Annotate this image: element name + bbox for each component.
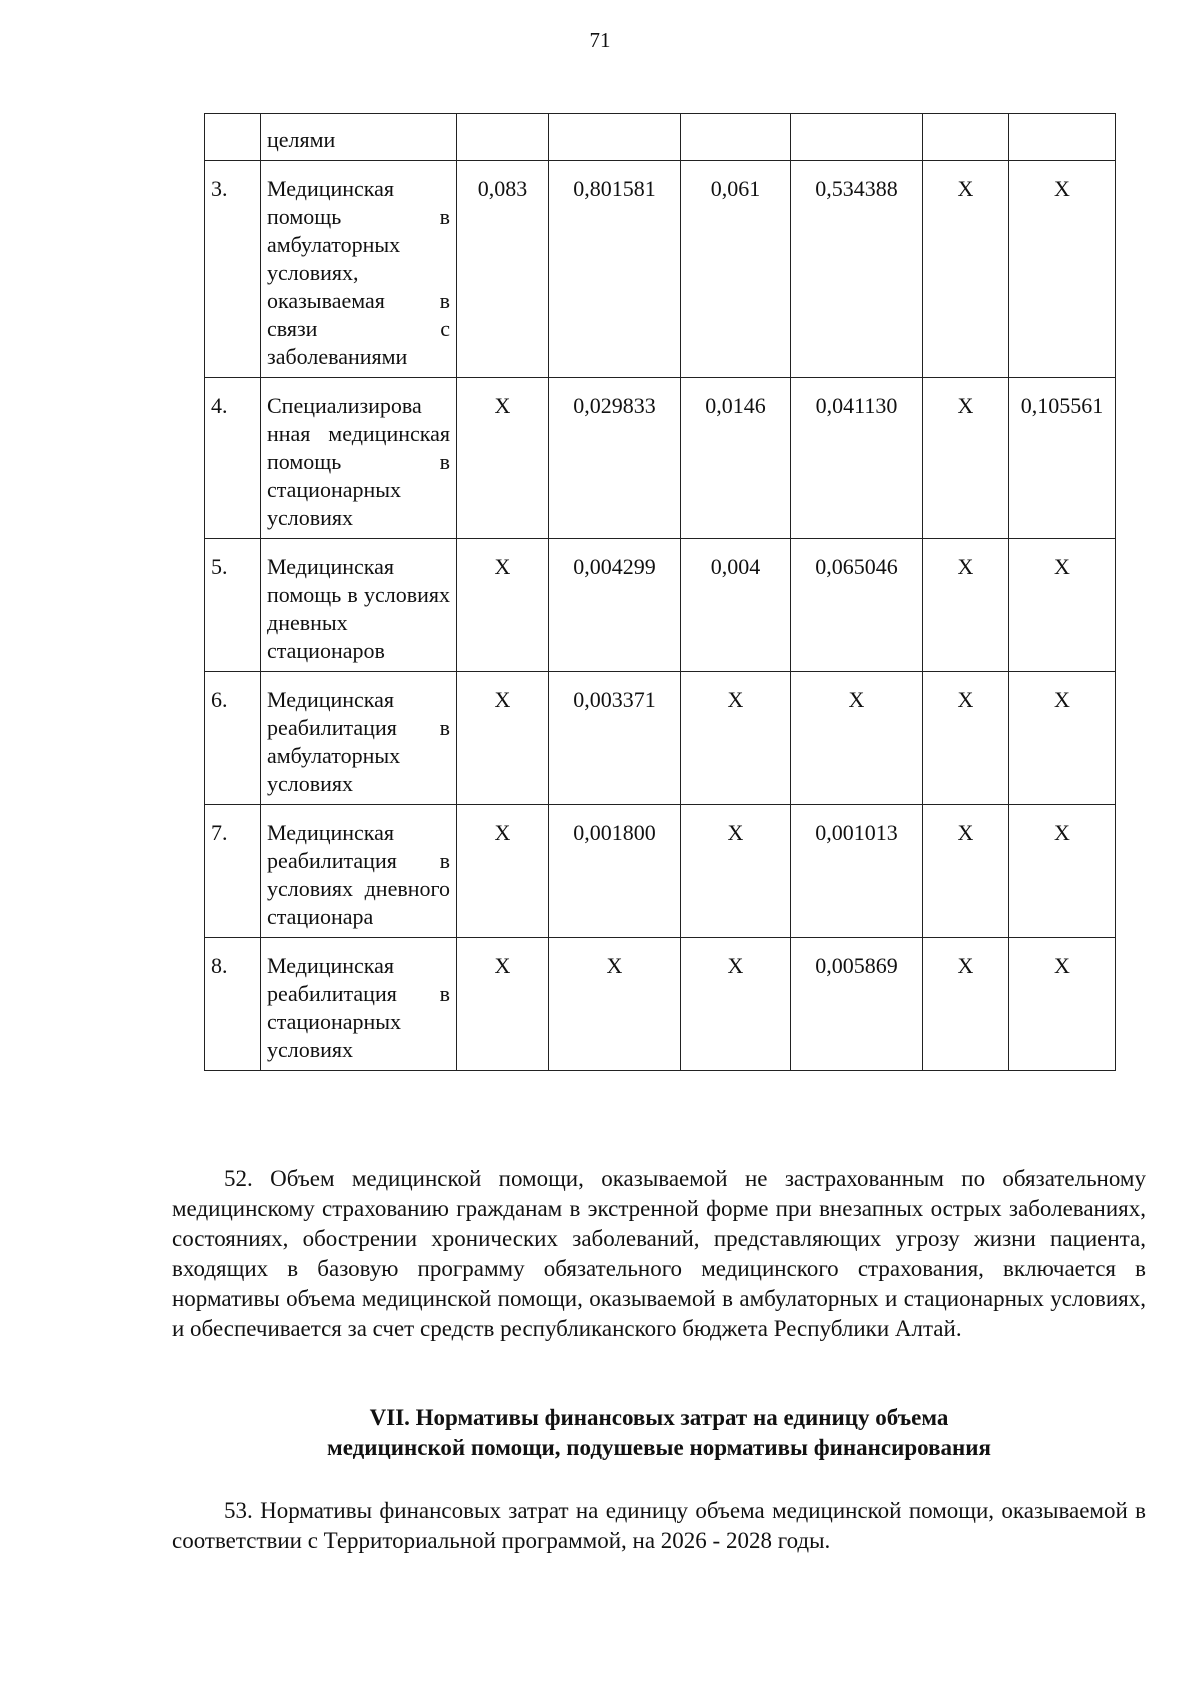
cell-value: [1009, 114, 1116, 161]
cell-value: X: [1009, 805, 1116, 938]
cell-value: X: [457, 938, 549, 1071]
cell-value: X: [791, 672, 923, 805]
cell-value: [681, 114, 791, 161]
row-name: Медицинская реабилитация в условиях дневного стационара: [261, 805, 457, 938]
cell-value: 0,0146: [681, 378, 791, 539]
row-name: Медицинская реабилитация в стационарных условиях: [261, 938, 457, 1071]
cell-value: 0,105561: [1009, 378, 1116, 539]
cell-value: X: [681, 672, 791, 805]
cell-value: X: [923, 161, 1009, 378]
table-row: [205, 938, 1116, 1071]
cell-value: X: [923, 805, 1009, 938]
cell-value: X: [457, 378, 549, 539]
row-number: 3.: [205, 161, 261, 378]
page-number: 71: [589, 28, 611, 52]
table-row: [205, 805, 1116, 938]
cell-value: 0,065046: [791, 539, 923, 672]
paragraph-52: 52. Объем медицинской помощи, оказываемой не застрахованным по обязательному медицинскому страхованию гражданам в экстренной форме при внезапных острых заболеваниях, состояниях, обострении хронических заболеваний, представляющих угрозу жизни пациента, входящих в базовую программу обязательного медицинского страхования, включается в нормативы объема медицинской помощи, оказываемой в амбулаторных и стационарных условиях, и обеспечивается за счет средств республиканского бюджета Республики Алтай.: [172, 1166, 1146, 1341]
row-name: Специализирова нная медицинская помощь в стационарных условиях: [261, 378, 457, 539]
row-number: [205, 114, 261, 161]
row-number: 6.: [205, 672, 261, 805]
cell-value: X: [923, 378, 1009, 539]
cell-value: 0,005869: [791, 938, 923, 1071]
section-heading-line-1: VII. Нормативы финансовых затрат на единицу объема: [369, 1405, 949, 1430]
cell-value: X: [923, 938, 1009, 1071]
cell-value: X: [681, 805, 791, 938]
cell-value: X: [681, 938, 791, 1071]
cell-value: X: [923, 539, 1009, 672]
norms-volume-table: [204, 113, 1116, 1071]
row-name: Медицинская помощь в условиях дневных стационаров: [261, 539, 457, 672]
row-name: Медицинская помощь в амбулаторных условиях, оказываемая в связи с заболеваниями: [261, 161, 457, 378]
cell-value: X: [923, 672, 1009, 805]
cell-value: X: [1009, 672, 1116, 805]
cell-value: [549, 114, 681, 161]
cell-value: 0,041130: [791, 378, 923, 539]
section-heading: [172, 1403, 1146, 1463]
row-name: целями: [261, 114, 457, 161]
cell-value: 0,534388: [791, 161, 923, 378]
cell-value: 0,029833: [549, 378, 681, 539]
cell-value: 0,801581: [549, 161, 681, 378]
table-row: [205, 672, 1116, 805]
cell-value: X: [457, 539, 549, 672]
cell-value: 0,001800: [549, 805, 681, 938]
table-row: [205, 114, 1116, 161]
row-number: 8.: [205, 938, 261, 1071]
cell-value: X: [457, 805, 549, 938]
row-number: 4.: [205, 378, 261, 539]
cell-value: X: [1009, 161, 1116, 378]
cell-value: 0,003371: [549, 672, 681, 805]
row-number: 5.: [205, 539, 261, 672]
paragraph-53: 53. Нормативы финансовых затрат на единицу объема медицинской помощи, оказываемой в соответствии с Территориальной программой, на 2026 - 2028 годы.: [172, 1498, 1146, 1553]
cell-value: 0,004299: [549, 539, 681, 672]
cell-value: 0,083: [457, 161, 549, 378]
cell-value: [923, 114, 1009, 161]
row-name: Медицинская реабилитация в амбулаторных условиях: [261, 672, 457, 805]
cell-value: X: [1009, 938, 1116, 1071]
section-heading-line-2: медицинской помощи, подушевые нормативы финансирования: [327, 1435, 991, 1460]
cell-value: [457, 114, 549, 161]
cell-value: 0,001013: [791, 805, 923, 938]
cell-value: 0,004: [681, 539, 791, 672]
cell-value: X: [1009, 539, 1116, 672]
table-row: [205, 539, 1116, 672]
cell-value: X: [457, 672, 549, 805]
table-row: [205, 161, 1116, 378]
cell-value: [791, 114, 923, 161]
row-number: 7.: [205, 805, 261, 938]
cell-value: X: [549, 938, 681, 1071]
cell-value: 0,061: [681, 161, 791, 378]
table-row: [205, 378, 1116, 539]
